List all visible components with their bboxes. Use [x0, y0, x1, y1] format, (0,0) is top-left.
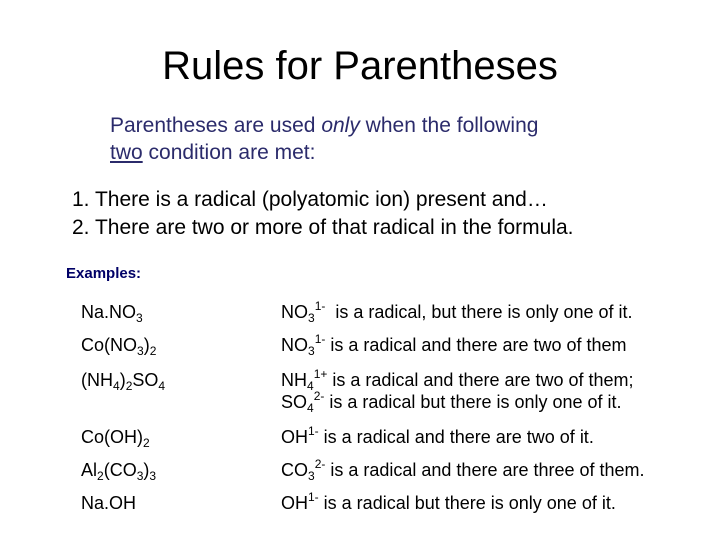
superscript: 2- [314, 457, 326, 471]
desc-text: is a radical but there is only one of it. [318, 493, 616, 513]
subscript: 2 [149, 344, 157, 358]
subscript: 4 [307, 379, 314, 393]
desc-text: OH [281, 427, 308, 447]
desc-text: is a radical, but there is only one of it. [325, 302, 633, 322]
example-description [281, 459, 711, 481]
example-description [281, 334, 711, 356]
intro-underlined: two [110, 141, 143, 164]
example-description [281, 301, 711, 323]
desc-text: OH [281, 493, 308, 513]
example-formula [81, 492, 136, 514]
desc-text: NH [281, 370, 307, 390]
example-formula [81, 369, 165, 391]
subscript: 4 [307, 401, 314, 415]
subscript: 3 [308, 469, 315, 483]
subscript: 3 [308, 311, 315, 325]
rule-item: 2. There are two or more of that radical in the formula. [72, 216, 574, 239]
desc-text: SO [281, 392, 308, 412]
subscript: 2 [125, 379, 133, 393]
subscript: 2 [143, 436, 150, 450]
subscript: 4 [113, 379, 120, 393]
desc-text: is a radical and there are three of them. [325, 460, 645, 480]
formula-text: Na.NO [81, 302, 137, 322]
formula-text: Co(OH) [81, 427, 143, 447]
formula-text: ) [119, 370, 126, 390]
subscript: 3 [136, 311, 143, 325]
subscript: 3 [136, 469, 144, 483]
formula-text: Al [81, 460, 98, 480]
page-title: Rules for Parentheses [162, 44, 558, 88]
rule-item: 1. There is a radical (polyatomic ion) present and… [72, 188, 548, 211]
example-description [281, 369, 711, 413]
formula-text: Co(NO [81, 335, 138, 355]
example-formula [81, 426, 150, 448]
rules-list [72, 186, 712, 242]
formula-text: ) [143, 460, 150, 480]
example-description [281, 426, 711, 448]
desc-text: is a radical but there is only one of it. [324, 392, 622, 412]
formula-text: (CO [103, 460, 137, 480]
examples-label: Examples: [66, 265, 142, 282]
desc-text: is a radical and there are two of them; [327, 370, 634, 390]
subscript: 3 [149, 469, 157, 483]
intro-part: when the following [359, 114, 539, 137]
intro-text [110, 112, 670, 166]
example-description [281, 492, 711, 514]
intro-part: condition are met: [142, 141, 316, 164]
desc-text: is a radical and there are two of it. [318, 427, 594, 447]
example-formula [81, 301, 143, 323]
superscript: 1- [308, 424, 319, 438]
example-formula [81, 334, 156, 356]
desc-text: NO [281, 335, 308, 355]
formula-text: (NH [81, 370, 113, 390]
subscript: 3 [308, 344, 315, 358]
subscript: 4 [158, 379, 166, 393]
superscript: 1- [308, 490, 319, 504]
intro-emphasis: only [321, 114, 360, 137]
subscript: 3 [137, 344, 144, 358]
desc-line [281, 391, 711, 413]
desc-text: CO [281, 460, 308, 480]
intro-part: Parentheses are used [110, 114, 322, 137]
example-formula [81, 459, 156, 481]
superscript: 1- [314, 332, 326, 346]
superscript: 2- [313, 389, 325, 403]
superscript: 1+ [313, 367, 328, 381]
superscript: 1- [314, 299, 326, 313]
subscript: 2 [97, 469, 104, 483]
desc-text: is a radical and there are two of them [325, 335, 627, 355]
desc-text: NO [281, 302, 308, 322]
formula-text: Na.OH [81, 493, 137, 513]
formula-text: SO [132, 370, 159, 390]
formula-text: ) [143, 335, 150, 355]
desc-line [281, 369, 711, 391]
